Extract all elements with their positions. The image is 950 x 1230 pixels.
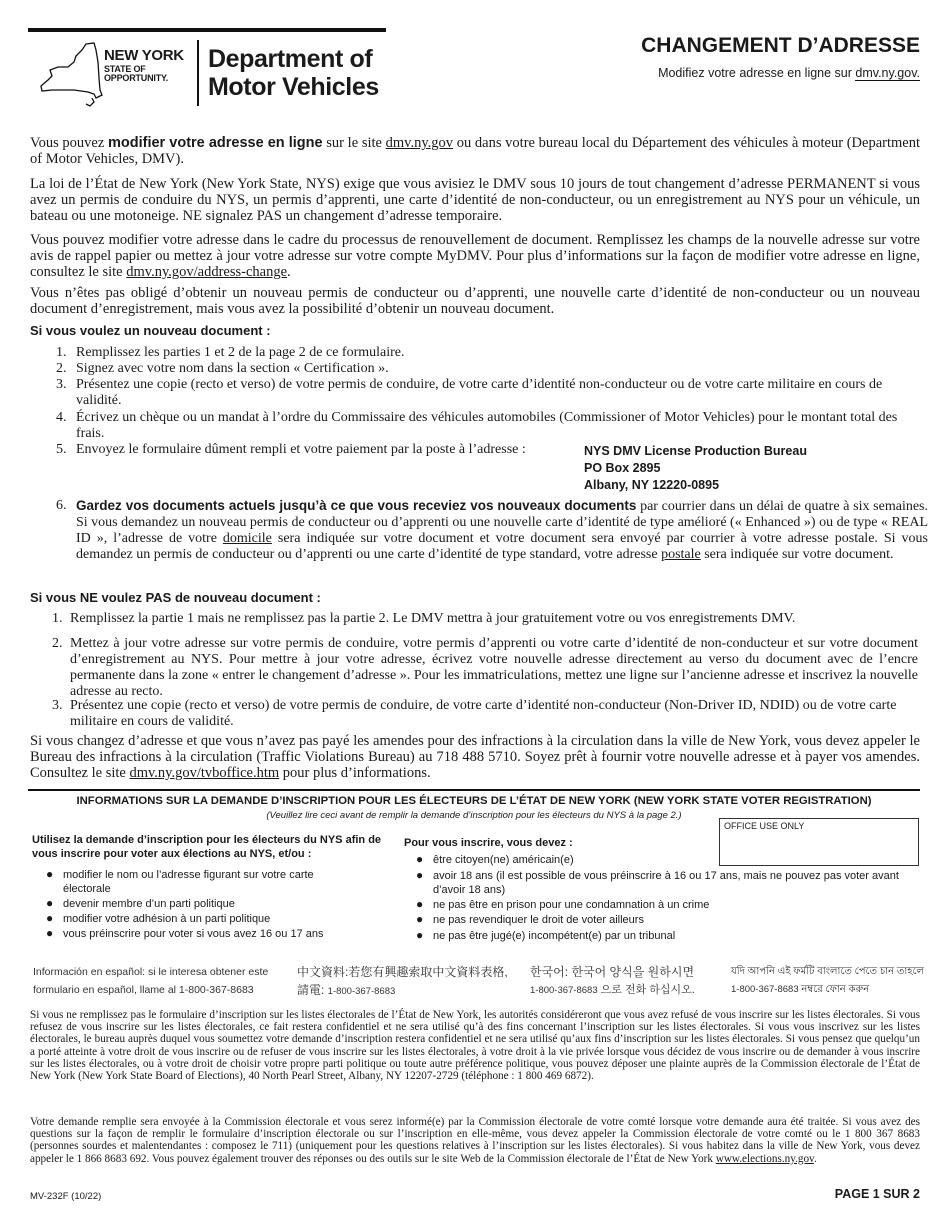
voter-right-heading: Pour vous inscrire, vous devez : [404, 837, 573, 849]
new-doc-item-1 [56, 345, 928, 361]
new-doc-heading: Si vous voulez un nouveau document : [30, 323, 271, 338]
item6-bold: Gardez vos documents actuels jusqu’à ce que vous receviez vos nouveaux documents [76, 498, 637, 513]
item6-domicile: domicile [222, 531, 272, 546]
no-new-doc-item-3 [52, 698, 924, 730]
address-line-3: Albany, NY 12220-0895 [584, 478, 720, 492]
voter-right-item [416, 898, 916, 912]
korean-info [530, 963, 720, 1000]
header-rule [28, 28, 386, 32]
p1-link[interactable]: dmv.ny.gov [385, 135, 454, 151]
bullet-text: avoir 18 ans (il est possible de vous préinscrire à 16 ou 17 ans, mais ne pouvez pas voter avant d’avoir 18 ans) [433, 870, 899, 896]
p3-a: Vous pouvez modifier votre adresse dans le cadre du processus de renouvellement de document. Remplissez les champs de la nouvelle adresse sur votre avis de rappel papier ou mettez à jour votre adresse sur votre compte MyDMV. Pour plus d’informations sur la façon de modifier votre adresse en ligne, consultez le site [30, 232, 920, 280]
korean-line-2: 으로 전화 하십시오. [597, 984, 695, 996]
ny-line3: OPPORTUNITY. [104, 73, 169, 83]
intro-paragraph-4: Vous n’êtes pas obligé d’obtenir un nouveau permis de conducteur ou d’apprenti, une nouvelle carte d’identité de non-conducteur ou un nouveau document d’enregistrement, mais vous avez la possibilité d’obtenir un nouveau document. [30, 285, 920, 317]
p1-c: sur le site [322, 135, 386, 151]
korean-line-1: 한국어: 한국어 양식을 원하시면 [530, 965, 695, 979]
bengali-phone: 1-800-367-8683 [731, 984, 799, 995]
voter-right-item [416, 913, 916, 927]
bullet-icon: ● [46, 896, 54, 910]
new-doc-item-4 [56, 410, 928, 442]
item-text [76, 498, 928, 563]
bullet-text: devenir membre d’un parti politique [63, 898, 235, 910]
voter-heading: INFORMATIONS SUR LA DEMANDE D’INSCRIPTION POUR LES ÉLECTEURS DE L’ÉTAT DE NEW YORK (NEW YORK STATE VOTER REGISTRATION) [76, 795, 872, 807]
bullet-text: modifier le nom ou l’adresse figurant sur votre carte électorale [63, 869, 314, 895]
p3-b: . [287, 264, 291, 280]
item-text: Mettez à jour votre adresse sur votre permis de conduire, votre permis d’apprenti ou votre carte d’identité de non-conducteur et sur votre document d’enregistrement au NYS. Pour mettre à jour votre adresse, écrivez votre nouvelle adresse directement au verso du document avec de l’encre permanente dans la zone « entrer le changement d’adresse ». Pour les immatriculations, mettez une ligne sur l’ancienne adresse et inscrivez la nouvelle adresse au recto. [70, 636, 918, 699]
korean-phone: 1-800-367-8683 [530, 985, 598, 996]
voter-right-item [416, 869, 916, 897]
bullet-icon: ● [416, 897, 424, 911]
intro-paragraph-2: La loi de l’État de New York (New York State, NYS) exige que vous avisiez le DMV sous 10 jours de tout changement d’adresse PERMANENT si vous avez un permis de conduire du NYS, un permis d’apprenti, une carte d’identité de non-conducteur, ou un enregistrement au NYS pour un véhicule, un bateau ou une motoneige. NE signalez PAS un changement d’adresse temporaire. [30, 176, 920, 224]
bengali-line-1: যদি আপনি এই ফর্মটি বাংলাতে পেতে চান তাহলে [731, 966, 924, 977]
voter-left-heading: Utilisez la demande d’inscription pour les électeurs du NYS afin de vous inscrire pour voter aux élections au NYS, et/ou : [32, 834, 382, 860]
item-num: 5. [56, 442, 67, 457]
form-id: MV-232F (10/22) [30, 1191, 102, 1202]
no-new-doc-heading: Si vous NE voulez PAS de nouveau document : [30, 590, 321, 605]
bullet-icon: ● [416, 868, 424, 882]
form-title: CHANGEMENT D’ADRESSE [641, 34, 920, 57]
new-doc-item-2 [56, 361, 928, 377]
voter-contact-paragraph [30, 1116, 920, 1165]
item-text: Écrivez un chèque ou un mandat à l’ordre du Commissaire des véhicules automobiles (Commissioner of Motor Vehicles) pour le montant total des frais. [76, 410, 898, 441]
item-text: Remplissez la partie 1 mais ne remplissez pas la partie 2. Le DMV mettra à jour gratuitement votre ou vos enregistrements DMV. [70, 611, 796, 626]
bullet-icon: ● [46, 911, 54, 925]
intro-paragraph-1 [30, 135, 920, 167]
new-doc-item-6 [56, 498, 928, 578]
voter-right-item [416, 929, 916, 943]
p1-d: ou dans votre bureau local du Département des véhicules à moteur (Department of Motor Vehicles, DMV). [30, 135, 920, 167]
dmv-wordmark [208, 45, 379, 101]
spanish-line-2: formulario en español, llame al 1-800-367-8683 [33, 984, 254, 996]
form-subtitle-text: Modifiez votre adresse en ligne sur [658, 66, 856, 80]
bullet-icon: ● [416, 852, 424, 866]
voter-right-item [416, 853, 916, 867]
item6-a: par courrier dans un délai de quatre à six semaines. Si vous demandez un nouveau permis de conducteur ou d’apprenti ou une nouvelle carte d’identité de type amélioré (« Enhanced ») ou de type « REAL ID », l’adresse de votre [76, 499, 928, 546]
bullet-icon: ● [46, 867, 54, 881]
fines-a: Si vous changez d’adresse et que vous n’avez pas payé les amendes pour des infractions à la circulation dans la ville de New York, vous devez appeler le Bureau des infractions à la circulation (Traffic Violations Bureau) au 718 488 5710. Soyez prêt à fournir votre nouvelle adresse et à payer vos amendes. Consultez le site [30, 733, 920, 781]
bullet-text: ne pas être jugé(e) incompétent(e) par un tribunal [433, 930, 676, 942]
traffic-fines-paragraph [30, 733, 920, 781]
voter-section-rule [28, 789, 920, 791]
voter-left-item [46, 912, 366, 926]
tvb-office-link[interactable]: dmv.ny.gov/tvboffice.htm [129, 765, 280, 781]
bengali-line-2: নম্বরে ফোন করুন [798, 984, 870, 995]
item-text: Présentez une copie (recto et verso) de votre permis de conduire, de votre carte d’identité non-conducteur ou de votre carte militaire en cours de validité. [76, 377, 883, 408]
voter-left-item [46, 897, 366, 911]
address-change-link[interactable]: dmv.ny.gov/address-change [126, 264, 288, 280]
ny-line1: NEW YORK [104, 47, 184, 64]
no-new-doc-item-1 [52, 611, 924, 627]
elections-link[interactable]: www.elections.ny.gov [715, 1152, 814, 1165]
item-num: 3. [52, 698, 63, 713]
item-num: 4. [56, 410, 67, 425]
dmv-site-link[interactable]: dmv.ny.gov. [855, 66, 920, 80]
item6-b: sera indiquée sur votre document et votre document sera envoyé par courrier à votre adresse postale. Si vous demandez un permis de conducteur ou d’apprenti ou une carte d’identité de type standard, votre adresse [76, 531, 928, 562]
item-text: Signez avec votre nom dans la section « Certification ». [76, 361, 389, 376]
chinese-line-1: 中文資料:若您有興趣索取中文資料表格, [297, 965, 508, 979]
dmv-line1: Department of [208, 45, 373, 73]
office-use-label: OFFICE USE ONLY [724, 821, 805, 831]
new-york-state-map-icon [38, 40, 104, 110]
item-text: Présentez une copie (recto et verso) de votre permis de conduire, de votre carte d’identité non-conducteur (Non-Driver ID, NDID) ou de votre carte militaire en cours de validité. [70, 698, 897, 729]
item-num: 1. [56, 345, 67, 360]
chinese-phone: 1-800-367-8683 [327, 986, 396, 997]
voter-left-item [46, 927, 366, 941]
spanish-info [33, 963, 293, 999]
page-number: PAGE 1 SUR 2 [834, 1187, 920, 1201]
bullet-text: ne pas être en prison pour une condamnation à un crime [433, 899, 710, 911]
item6-c: sera indiquée sur votre document. [700, 547, 894, 562]
item-num: 2. [56, 361, 67, 376]
bengali-info [731, 963, 926, 999]
no-new-doc-item-2 [52, 636, 924, 700]
p1-bold: modifier votre adresse en ligne [107, 135, 323, 151]
item-text: Remplissez les parties 1 et 2 de la page 2 de ce formulaire. [76, 345, 405, 360]
bullet-text: être citoyen(ne) américain(e) [433, 854, 574, 866]
bullet-text: modifier votre adhésion à un parti politique [63, 913, 271, 925]
item-num: 2. [52, 636, 63, 651]
bullet-icon: ● [46, 926, 54, 940]
address-line-1: NYS DMV License Production Bureau [584, 444, 807, 458]
address-line-2: PO Box 2895 [584, 461, 661, 475]
chinese-line-2: 請電: [297, 983, 328, 997]
voter-left-item [46, 868, 366, 896]
intro-paragraph-3 [30, 232, 920, 280]
legal-p2-a: Votre demande remplie sera envoyée à la Commission électorale et vous serez informé(e) par la Commission électorale de votre comté lorsque votre demande aura été traitée. Si vous avez des questions sur la façon de remplir le formulaire d’inscription électorale ou sur l’inscription en elle-même, vous devez appeler la Commission électorale de votre comté ou le 1 800 367 8683 (personnes sourdes et malentendantes : composez le 711) (uniquement pour les questions relatives à l’inscription sur les listes électorales). Si vous habitez dans la ville de New York, vous devez appeler le 1 866 8683 692. Vous pouvez également trouver des réponses ou des outils sur le site Web de la Commission électorale de l’État de New York [30, 1116, 920, 1165]
item-num: 6. [56, 498, 67, 513]
new-doc-item-3 [56, 377, 928, 409]
p1-a: Vous pouvez [30, 135, 108, 151]
bullet-text: vous préinscrire pour voter si vous avez 16 ou 17 ans [63, 928, 324, 940]
item-num: 1. [52, 611, 63, 626]
chinese-info [297, 963, 527, 1001]
voter-privacy-paragraph: Si vous ne remplissez pas le formulaire d’inscription sur les listes électorales de l’État de New York, les autorités considéreront que vous avez refusé de vous inscrire sur les listes électorales. Si vous refusez de vous inscrire sur les listes électorales, ce fait restera confidentiel et ne sera utilisé qu’à des fins concernant l’inscription sur les listes électorales. Si vous vous inscrivez sur les listes électorales, le bureau auprès duquel vous soumettez votre demande d’inscription restera confidentiel et ne sera utilisé qu’aux fins d’inscription sur les listes électorales. Si vous pensez que quelqu’un a porté atteinte à votre droit de vous inscrire ou de refuser de vous inscrire sur les listes électorales, à votre droit à la vie privée lorsque vous décidez de vous inscrire ou de demander à vous inscrire sur les listes électorales, ou à votre droit de choisir votre propre parti politique ou toute autre préférence politique, vous pouvez déposer une plainte auprès de la Commission électorale de l’État de New York (New York State Board of Elections), 40 North Pearl Street, Albany, NY 12207-2729 (téléphone : 1 800 469 6872). [30, 1009, 920, 1083]
voter-subheading: (Veuillez lire ceci avant de remplir la demande d’inscription pour les électeurs du NYS à la page 2.) [266, 810, 682, 821]
item6-postale: postale [661, 547, 701, 562]
bullet-icon: ● [416, 912, 424, 926]
logo-divider [197, 40, 199, 106]
ny-line2: STATE OF [104, 64, 146, 74]
form-subtitle [658, 66, 920, 80]
ny-state-wordmark [104, 48, 184, 83]
legal-p2-b: . [813, 1152, 817, 1165]
item-num: 3. [56, 377, 67, 392]
item-text: Envoyez le formulaire dûment rempli et votre paiement par la poste à l’adresse : [76, 442, 526, 457]
mailing-address [584, 443, 807, 494]
spanish-line-1: Información en español: si le interesa obtener este [33, 966, 269, 978]
dmv-line2: Motor Vehicles [208, 73, 379, 101]
bullet-text: ne pas revendiquer le droit de voter ailleurs [433, 914, 644, 926]
bullet-icon: ● [416, 928, 424, 942]
fines-b: pour plus d’informations. [279, 765, 431, 781]
